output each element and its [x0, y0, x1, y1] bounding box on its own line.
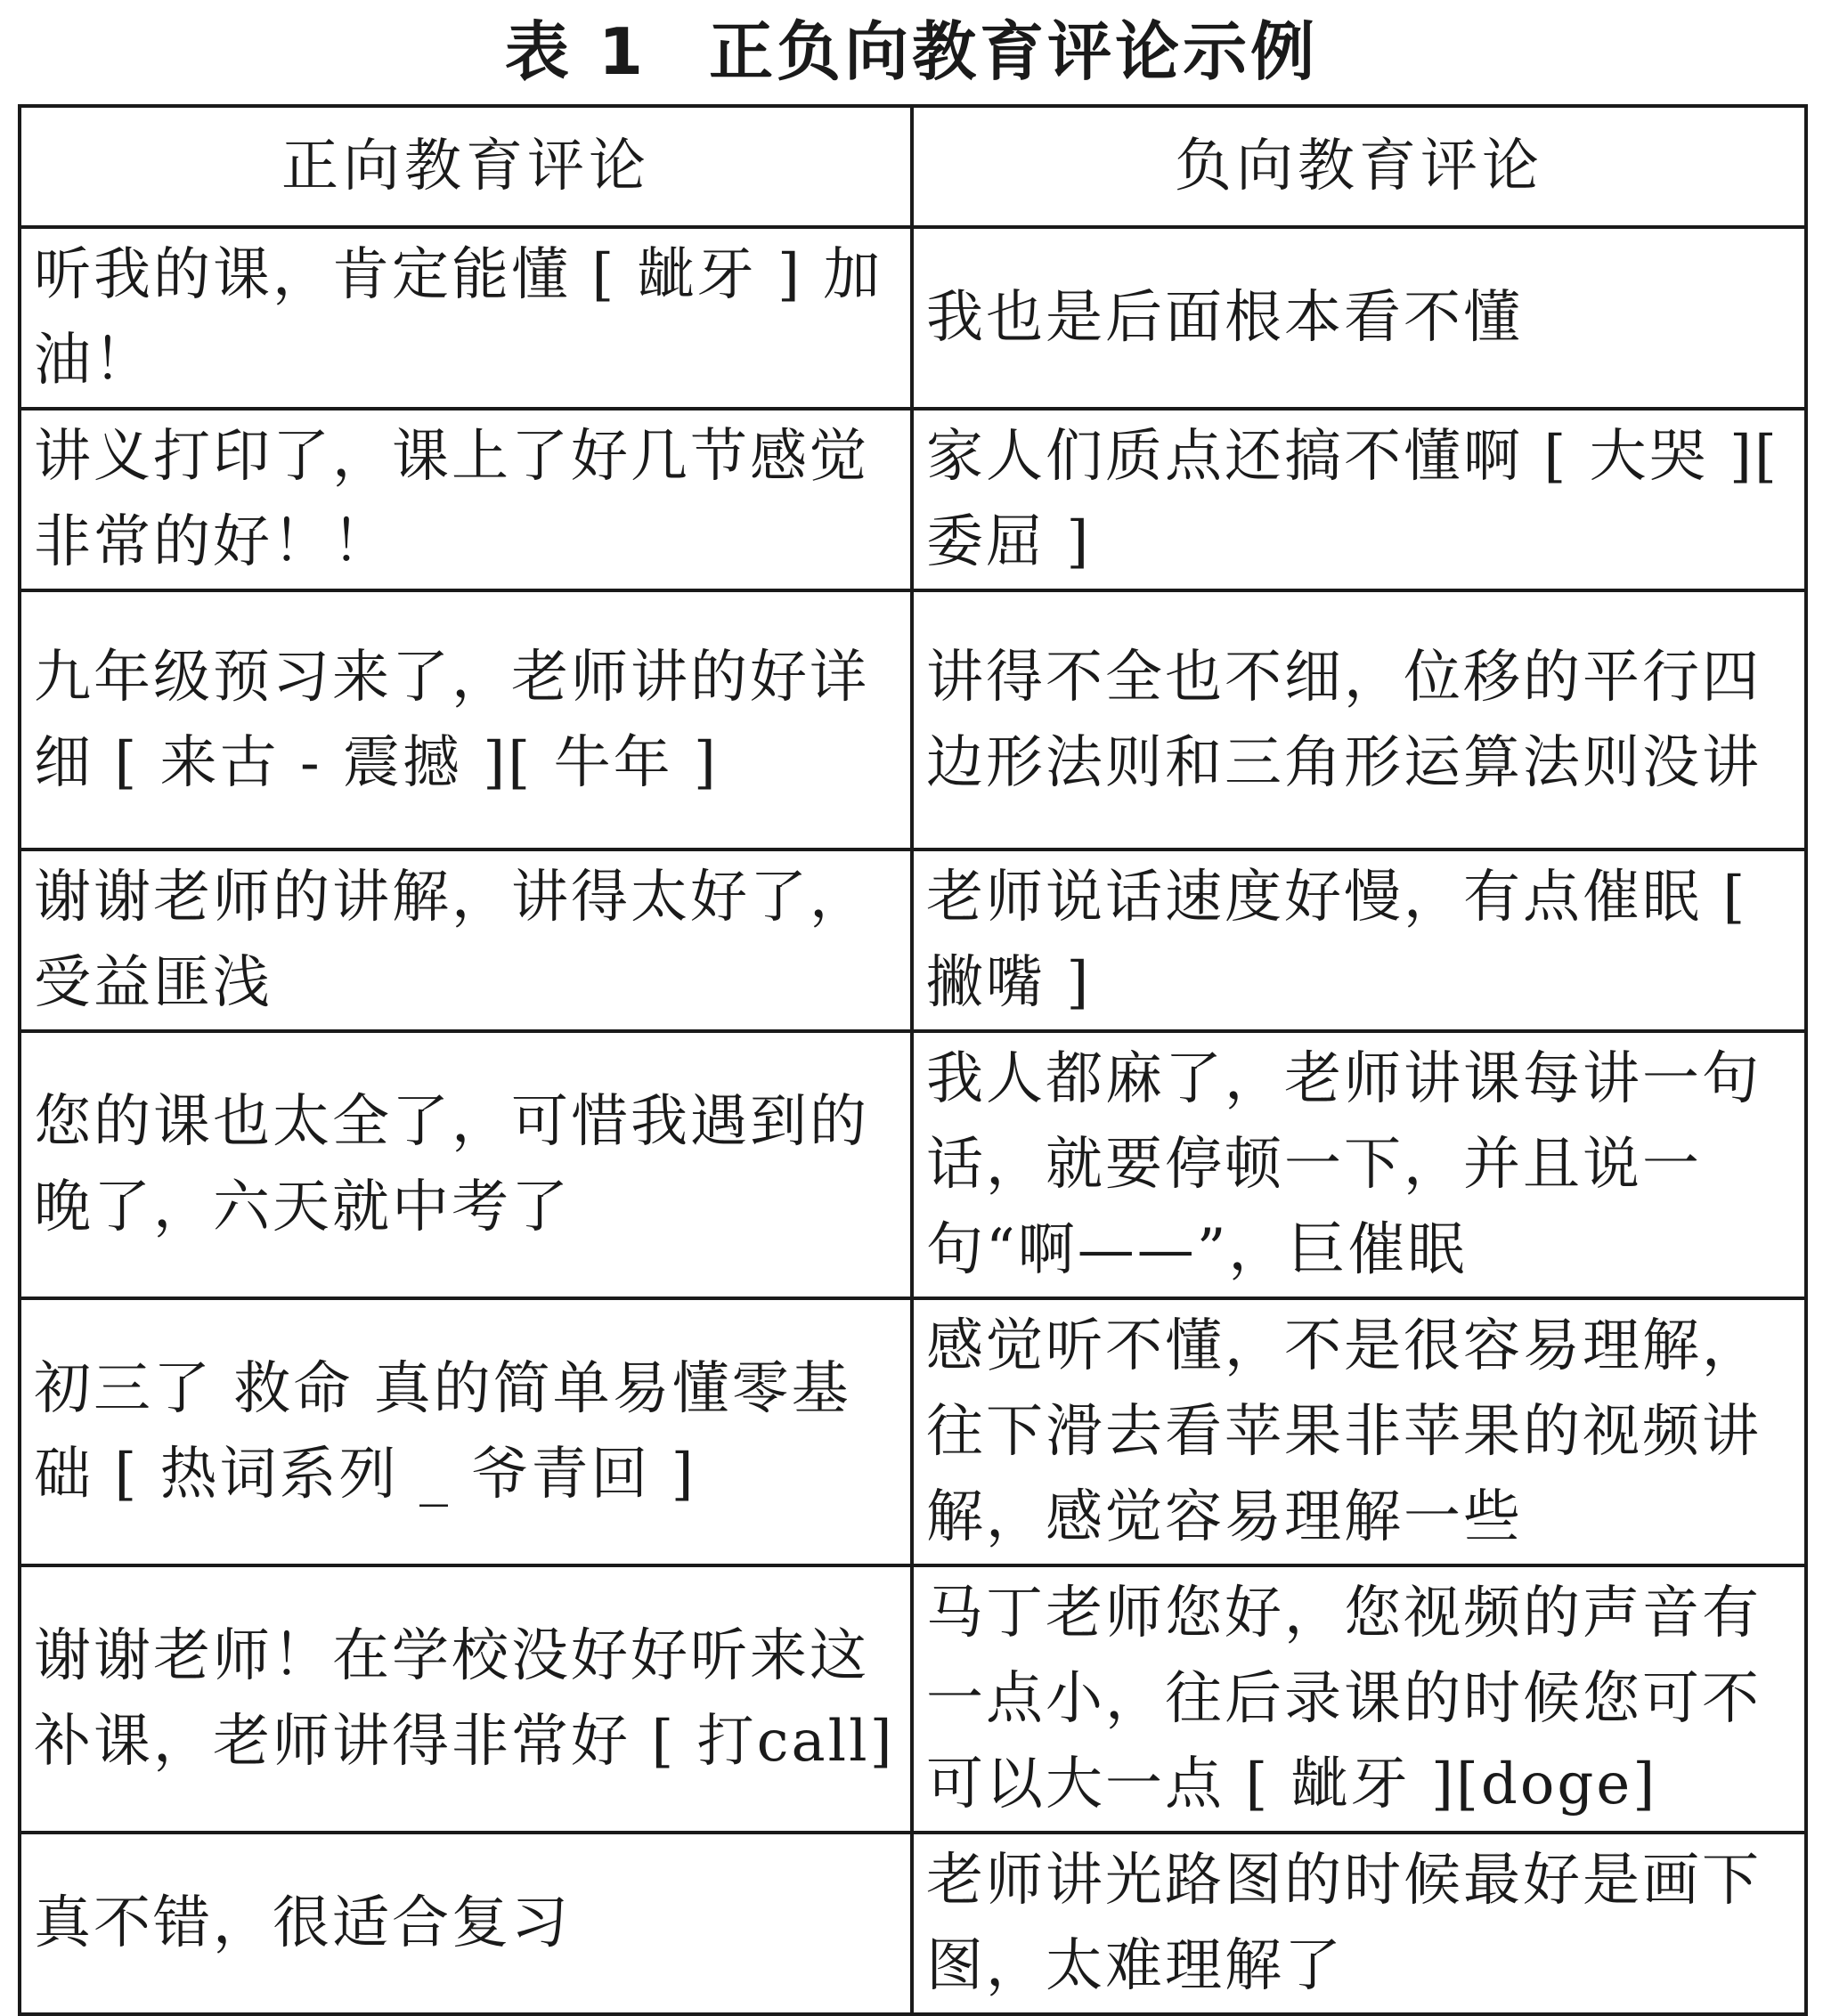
table-row [20, 409, 1806, 590]
negative-comment: 感觉听不懂，不是很容易理解，往下滑去看苹果非苹果的视频讲解，感觉容易理解一些 [912, 1298, 1806, 1565]
table-title: 正负向教育评论示例 [709, 14, 1319, 89]
positive-comment: 您的课也太全了，可惜我遇到的晚了，六天就中考了 [20, 1031, 912, 1298]
table-row [20, 849, 1806, 1031]
negative-comment: 马丁老师您好，您视频的声音有一点小，往后录课的时候您可不可以大一点 [ 龇牙 ][doge] [912, 1565, 1806, 1833]
negative-comment: 家人们质点还搞不懂啊 [ 大哭 ][ 委屈 ] [912, 409, 1806, 590]
comments-table [18, 104, 1808, 2016]
table-row [20, 1298, 1806, 1565]
header-positive: 正向教育评论 [20, 106, 912, 227]
table-caption [0, 7, 1823, 96]
positive-comment: 讲义打印了，课上了好几节感觉非常的好！！ [20, 409, 912, 590]
table-row [20, 227, 1806, 409]
positive-comment: 谢谢老师！在学校没好好听来这补课，老师讲得非常好 [ 打call] [20, 1565, 912, 1833]
negative-comment: 我人都麻了，老师讲课每讲一句话，就要停顿一下，并且说一句“啊——”，巨催眠 [912, 1031, 1806, 1298]
table-number: 表 1 [504, 14, 647, 89]
table-row [20, 1031, 1806, 1298]
negative-comment: 讲得不全也不细，位移的平行四边形法则和三角形运算法则没讲 [912, 590, 1806, 849]
positive-comment: 听我的课，肯定能懂 [ 龇牙 ] 加油！ [20, 227, 912, 409]
positive-comment: 九年级预习来了，老师讲的好详细 [ 来古 - 震撼 ][ 牛年 ] [20, 590, 912, 849]
positive-comment: 谢谢老师的讲解，讲得太好了，受益匪浅 [20, 849, 912, 1031]
table-row [20, 1833, 1806, 2014]
header-negative: 负向教育评论 [912, 106, 1806, 227]
positive-comment: 初三了 救命 真的简单易懂零基础 [ 热词系列 _ 爷青回 ] [20, 1298, 912, 1565]
table-row [20, 1565, 1806, 1833]
positive-comment: 真不错，很适合复习 [20, 1833, 912, 2014]
negative-comment: 老师说话速度好慢，有点催眠 [ 撇嘴 ] [912, 849, 1806, 1031]
negative-comment: 我也是后面根本看不懂 [912, 227, 1806, 409]
table-header-row [20, 106, 1806, 227]
negative-comment: 老师讲光路图的时候最好是画下图，太难理解了 [912, 1833, 1806, 2014]
table-row [20, 590, 1806, 849]
